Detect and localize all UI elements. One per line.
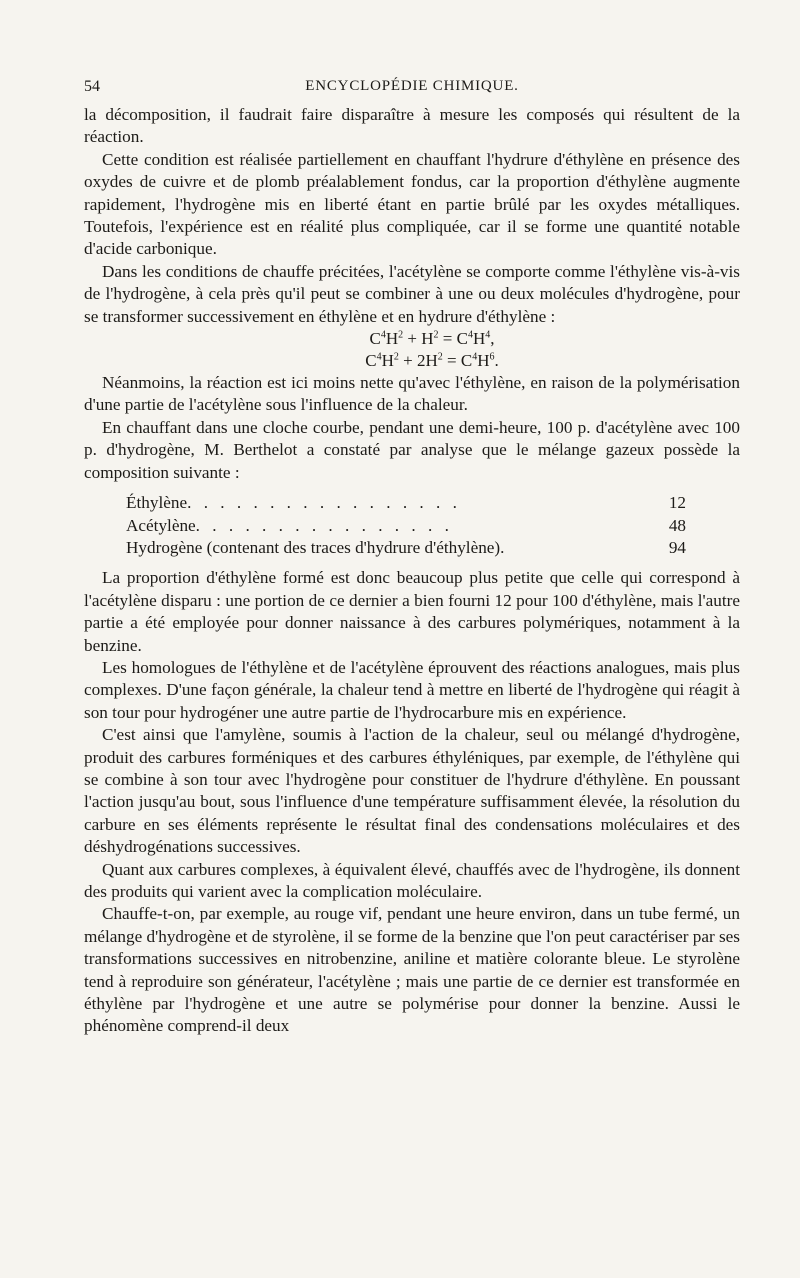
table-row xyxy=(126,515,686,537)
running-title: ENCYCLOPÉDIE CHIMIQUE. xyxy=(305,78,519,94)
formula-2: $C^4H^2 + 2H^2 = C^4H^6$. xyxy=(365,351,499,371)
page-number: 54 xyxy=(84,78,100,95)
component-name: Acétylène. . . . . . . . . . . . . . . . xyxy=(126,515,453,535)
page-header xyxy=(84,78,740,104)
component-name: Hydrogène (contenant des traces d'hydrure d'éthylène). xyxy=(126,537,509,557)
body-text xyxy=(84,104,740,1038)
component-value: 94 xyxy=(668,537,686,557)
paragraph: En chauffant dans une cloche courbe, pendant une demi-heure, 100 p. d'acétylène avec 100 p. d'hydrogène, M. Berthelot a constaté par analyse que le mélange gazeux possède la composition suivante : xyxy=(84,417,740,482)
paragraph: Néanmoins, la réaction est ici moins nette qu'avec l'éthylène, en raison de la polymérisation d'une partie de l'acétylène sous l'influence de la chaleur. xyxy=(84,373,740,415)
paragraph: Chauffe-t-on, par exemple, au rouge vif, pendant une heure environ, dans un tube fermé, un mélange d'hydrogène et de styrolène, il se forme de la benzine que l'on peut caractériser par ses transformations successives en nitrobenzine, aniline et matière colorante bleue. Le styrolène tend à reproduire son générateur, l'acétylène ; mais une partie de ce dernier est transformée en éthylène par l'hydrogène et une autre se polymérise pour donner la benzine. Aussi le phénomène comprend-il deux xyxy=(84,904,740,1036)
component-name: Éthylène. . . . . . . . . . . . . . . . . xyxy=(126,493,461,513)
paragraph: Quant aux carbures complexes, à équivalent élevé, chauffés avec de l'hydrogène, ils donnent des produits qui varient avec la complication moléculaire. xyxy=(84,859,740,901)
table-row xyxy=(126,492,686,514)
page xyxy=(84,78,740,1038)
paragraph: la décomposition, il faudrait faire disparaître à mesure les composés qui résultent de la réaction. xyxy=(84,105,740,147)
paragraph: Les homologues de l'éthylène et de l'acétylène éprouvent des réactions analogues, mais plus complexes. D'une façon générale, la chaleur tend à mettre en liberté de l'hydrogène qui réagit à son tour pour hydrogéner une autre partie de l'hydrocarbure mis en expérience. xyxy=(84,657,740,722)
component-value: 12 xyxy=(668,493,686,513)
composition-table xyxy=(126,492,686,559)
component-value: 48 xyxy=(668,515,686,535)
paragraph: La proportion d'éthylène formé est donc beaucoup plus petite que celle qui correspond à l'acétylène disparu : une portion de ce dernier a bien fourni 12 pour 100 d'éthylène, mais l'autre partie a été employée pour donner naissance à des carbures polymériques, notamment à la benzine. xyxy=(84,568,740,655)
paragraph: Dans les conditions de chauffe précitées, l'acétylène se comporte comme l'éthylène vis-à-vis de l'hydrogène, à cela près qu'il peut se combiner à une ou deux molécules d'hydrogène, pour se transformer successivement en éthylène et en hydrure d'éthylène : xyxy=(84,261,740,326)
table-row xyxy=(126,537,686,559)
paragraph: C'est ainsi que l'amylène, soumis à l'action de la chaleur, seul ou mélangé d'hydrogène, produit des carbures forméniques et des carbures éthyléniques, par exemple, de l'éthylène qui se combine à son tour avec l'hydrogène pour constituer de l'hydrure d'éthylène. En poussant l'action jusqu'au bout, sous l'influence d'une température suffisamment élevée, la résolution du carbure en ses éléments représente le résultat final des condensations moléculaires et des déshydrogénations successives. xyxy=(84,725,740,857)
formula-1: $C^4H^2 + H^2 = C^4H^4$, xyxy=(369,329,495,349)
paragraph: Cette condition est réalisée partiellement en chauffant l'hydrure d'éthylène en présence des oxydes de cuivre et de plomb préalablement fondus, car la proportion d'éthylène augmente rapidement, l'hydrogène mis en liberté étant en partie brûlé par les oxydes métalliques. Toutefois, l'expérience est en réalité plus compliquée, car il se forme une quantité notable d'acide carbonique. xyxy=(84,149,740,259)
